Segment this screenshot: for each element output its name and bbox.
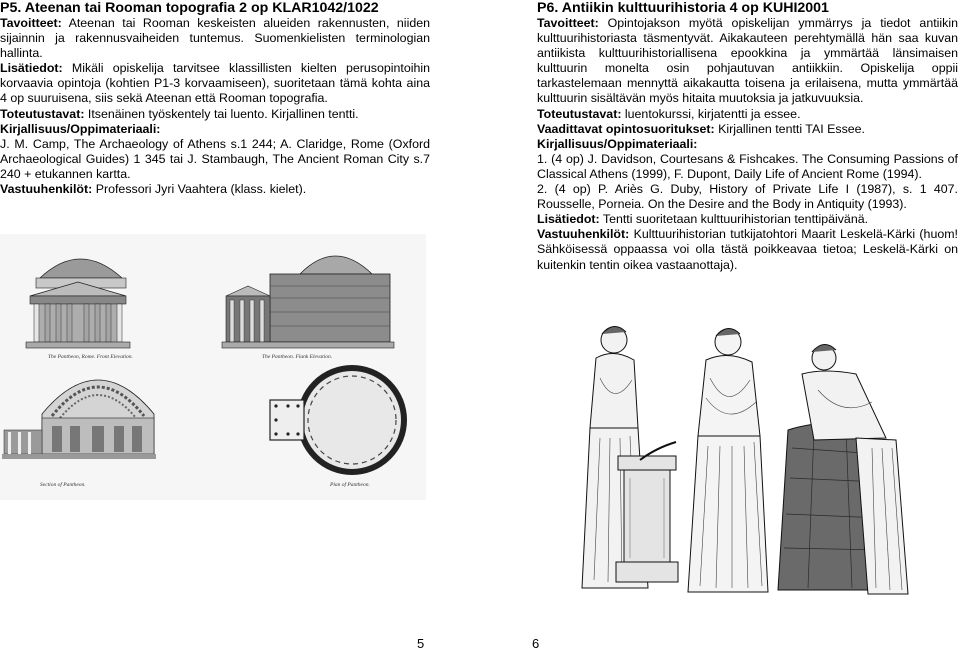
right-vaadittavat: Vaadittavat opintosuoritukset: Kirjallinen tentti TAI Essee. (537, 121, 865, 136)
left-page (0, 0, 430, 197)
pantheon-drawings-image (0, 234, 426, 500)
left-kirjallisuus-label: Kirjallisuus/Oppimateriaali: (0, 121, 161, 136)
right-course-title: P6. Antiikin kulttuurihistoria 4 op KUHI2001 (537, 0, 829, 16)
right-lisatiedot: Lisätiedot: Tentti suoritetaan kulttuurihistorian tenttipäivänä. (537, 212, 869, 227)
left-toteutustavat: Toteutustavat: Itsenäinen työskentely tai luento. Kirjallinen tentti. (0, 106, 359, 121)
right-page (537, 0, 958, 273)
left-course-title: P5. Ateenan tai Rooman topografia 2 op KLAR1042/1022 (0, 0, 379, 16)
right-toteutustavat: Toteutustavat: luentokurssi, kirjatentti ja essee. (537, 106, 801, 121)
right-kirjallisuus-item-1: 1. (4 op) J. Davidson, Courtesans & Fishcakes. The Consuming Passions of Classical Athens (1999), F. Dupont, Daily Life of Ancient Rome (1994). (537, 151, 958, 181)
left-lisatiedot: Lisätiedot: Mikäli opiskelija tarvitsee klassillisten kielten perusopintoihin korvaavia opintoja (kohtien P1-3 korvaamiseen), suoritetaan tämä kohta aina 4 op suuruisena, siis sekä Ateenan että Rooman topografia. (0, 61, 430, 106)
classical-figures-illustration (556, 318, 946, 596)
right-course-body (537, 16, 958, 273)
caption-flank-elevation: The Pantheon. Flank Elevation. (262, 354, 333, 360)
right-page-number: 6 (532, 636, 540, 651)
right-kirjallisuus-item-2: 2. (4 op) P. Ariès G. Duby, History of Private Life I (1987), s. 1 407. Rousselle, Porneia. On the Desire and the Body in Antiquity (1993). (537, 182, 958, 212)
altar (616, 456, 678, 582)
left-vastuuhenkilot: Vastuuhenkilöt: Professori Jyri Vaahtera (klass. kielet). (0, 182, 307, 197)
left-page-number: 5 (417, 636, 425, 651)
caption-plan: Plan of Pantheon. (330, 482, 370, 488)
caption-section: Section of Pantheon. (40, 482, 86, 488)
left-tavoitteet: Tavoitteet: Ateenan tai Rooman keskeisten alueiden rakennusten, niiden sijainnin ja rakennusvaiheiden tuntemus. Suomenkielisten terminologian hallinta. (0, 16, 430, 61)
left-course-body (0, 16, 430, 197)
right-vastuuhenkilot: Vastuuhenkilöt: Kulttuurihistorian tutkijatohtori Maarit Leskelä-Kärki (huom! Sähköisessä oppaassa voi olla tästä poikkeavaa tietoa; Leskelä-Kärki on kuitenkin tentin oikea vastaanottaja). (537, 227, 958, 272)
right-tavoitteet: Tavoitteet: Opintojakson myötä opiskelijan ymmärrys ja tiedot antiikin kulttuurihistoriasta täsmentyvät. Aikakauteen perehtymällä hän saa kuvan antiikista kulttuurihistoriallisena epookkina ja ymmärtää länsimaisen kulttuurin monelta osin pohjautuvan antiikkiin. Opiskelija oppii tarkastelemaan mennyttä aikakautta toisena ja erilaisena, mutta ymmärtää kulttuurin sisältävän myös hitaita muutoksia ja jatkuvuuksia. (537, 16, 958, 106)
caption-front-elevation: The Pantheon, Rome. Front Elevation. (48, 354, 133, 360)
left-kirjallisuus-text: J. M. Camp, The Archaeology of Athens s.1 244; A. Claridge, Rome (Oxford Archaeological Guides) 1 345 tai J. Stambaugh, The Ancient Roman City s.7 240 + etukannen kartta. (0, 136, 430, 181)
right-kirjallisuus-label: Kirjallisuus/Oppimateriaali: (537, 136, 698, 151)
